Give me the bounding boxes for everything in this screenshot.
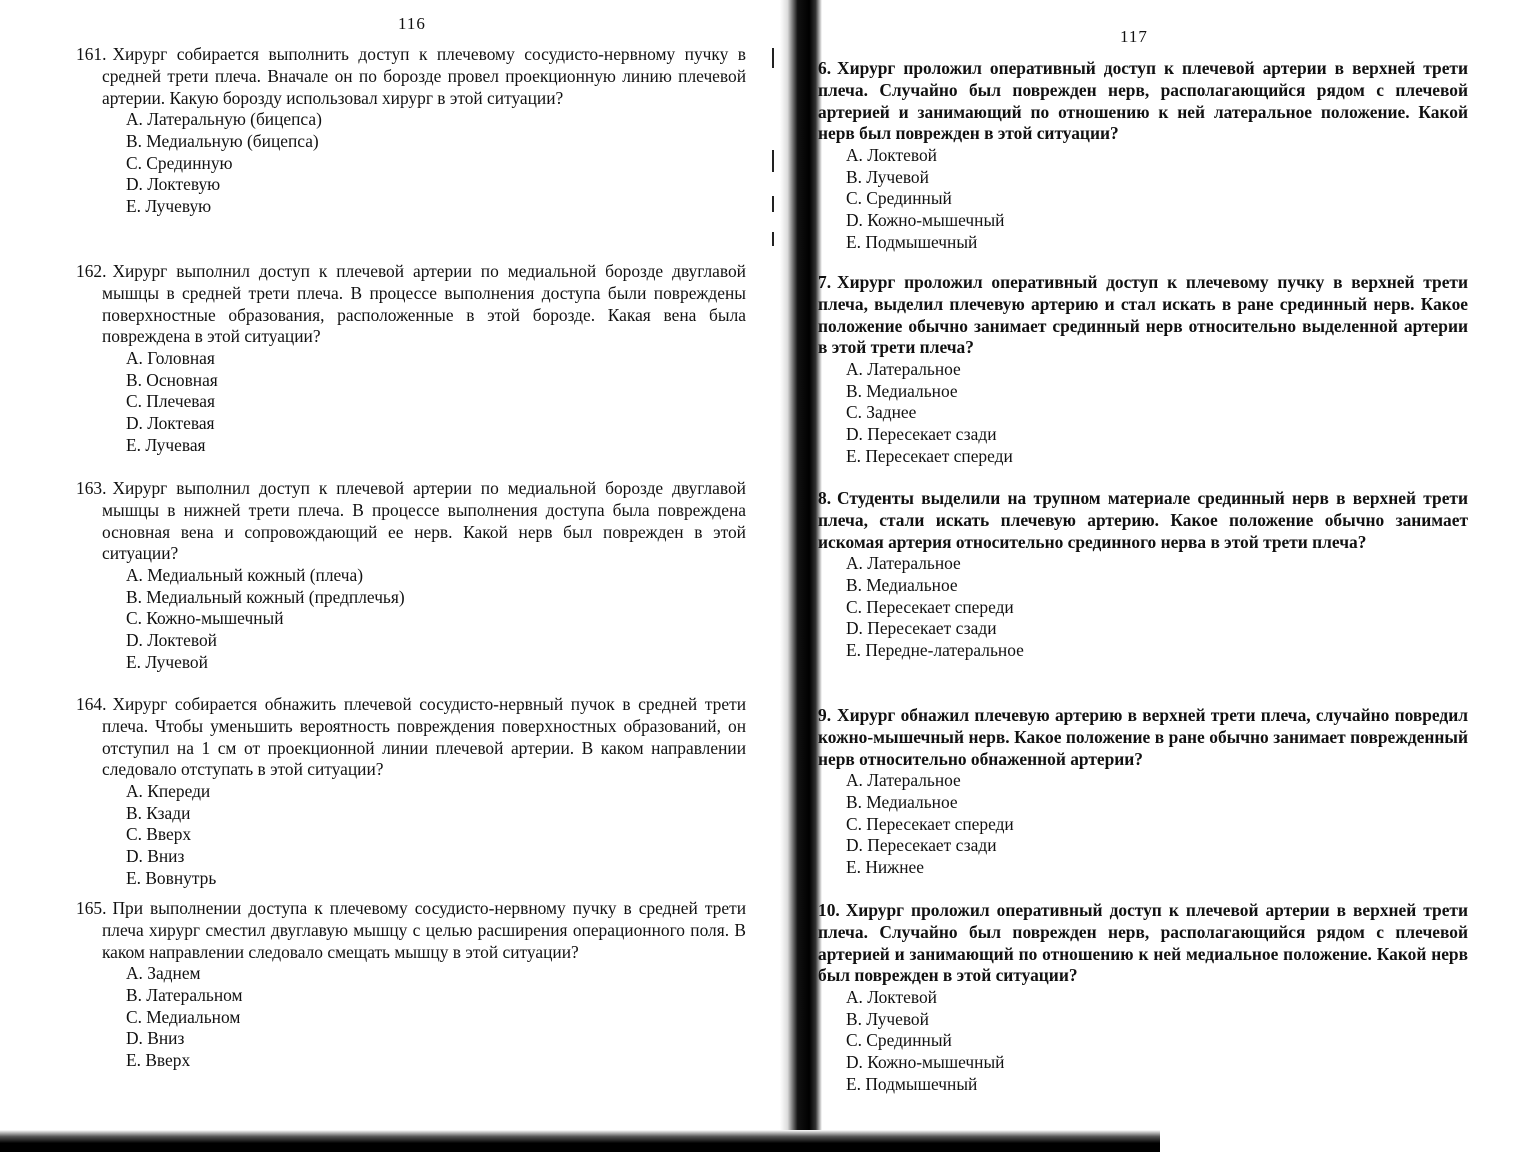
answer-option: A. Заднем [126, 963, 201, 984]
page-number: 117 [1120, 27, 1148, 46]
answer-options [76, 963, 746, 1071]
answer-options [76, 565, 746, 673]
scan-mark [772, 48, 774, 68]
question-number: 161. [76, 44, 107, 64]
page-number: 116 [398, 14, 426, 33]
answer-option: B. Лучевой [846, 166, 929, 187]
question-text: 8. Студенты выделили на трупном материале срединный нерв в верхней трети плеча, стали искать плечевую артерию. Какое положение обычно занимает искомая артерия относительно срединного нерва в этой трети плеча? [818, 488, 1468, 552]
question-text: 6. Хирург проложил оперативный доступ к плечевой артерии в верхней трети плеча. Случайно был поврежден нерв, располагающийся рядом с плечевой артерией и занимающий по отношению к ней латеральное положение. Какой нерв был поврежден в этой ситуации? [818, 58, 1468, 144]
answer-options [76, 109, 746, 217]
answer-option: D. Локтевую [126, 174, 221, 195]
answer-option: B. Медиальное [846, 380, 958, 401]
question-number: 162. [76, 261, 107, 281]
answer-option: B. Медиальную (бицепса) [126, 130, 319, 151]
answer-option: B. Основная [126, 369, 218, 390]
question-9 [818, 705, 1468, 878]
scan-mark [772, 232, 774, 246]
answer-options [818, 145, 1468, 253]
answer-option: E. Пересекает спереди [846, 445, 1013, 466]
answer-option: C. Пересекает спереди [846, 596, 1014, 617]
question-165 [76, 898, 746, 1071]
question-text: 10. Хирург проложил оперативный доступ к плечевой артерии в верхней трети плеча. Случайно был поврежден нерв, располагающийся рядом с плечевой артерией и занимающий по отношению к ней медиальное положение. Какой нерв был поврежден в этой ситуации? [818, 900, 1468, 986]
answer-options [76, 781, 746, 889]
question-163 [76, 478, 746, 673]
question-number: 10. [818, 900, 840, 920]
page-bottom-shadow [0, 1130, 1160, 1152]
answer-option: A. Латеральное [846, 770, 961, 791]
answer-option: A. Локтевой [846, 987, 937, 1008]
answer-options [818, 770, 1468, 878]
answer-option: D. Кожно-мышечный [846, 209, 1005, 230]
question-number: 9. [818, 705, 832, 725]
answer-options [818, 359, 1468, 467]
answer-option: B. Медиальное [846, 574, 958, 595]
scan-mark [772, 150, 774, 172]
answer-option: A. Латеральное [846, 553, 961, 574]
answer-option: D. Локтевая [126, 412, 215, 433]
answer-option: D. Пересекает сзади [846, 423, 997, 444]
question-text: 163. Хирург выполнил доступ к плечевой артерии по медиальной борозде двуглавой мышцы в нижней трети плеча. В процессе выполнения доступа была повреждена основная вена и сопровождающий ее нерв. Какой нерв был поврежден в этой ситуации? [76, 478, 746, 564]
answer-option: E. Вверх [126, 1049, 191, 1070]
answer-option: C. Срединный [846, 188, 952, 209]
answer-option: E. Подмышечный [846, 231, 978, 252]
answer-option: A. Головная [126, 348, 215, 369]
answer-option: D. Вниз [126, 1028, 185, 1049]
question-text: 165. При выполнении доступа к плечевому сосудисто-нервному пучку в средней трети плеча хирург сместил двуглавую мышцу с целью расширения операционного поля. В каком направлении следовало смещать мышцу в этой ситуации? [76, 898, 746, 962]
answer-option: E. Подмышечный [846, 1073, 978, 1094]
question-164 [76, 694, 746, 889]
question-text: 9. Хирург обнажил плечевую артерию в верхней трети плеча, случайно повредил кожно-мышечный нерв. Какое положение в ране обычно занимает поврежденный нерв относительно обнаженной артерии? [818, 705, 1468, 769]
answer-option: C. Плечевая [126, 391, 215, 412]
answer-option: C. Заднее [846, 402, 917, 423]
question-text: 164. Хирург собирается обнажить плечевой сосудисто-нервный пучок в средней трети плеча. Чтобы уменьшить вероятность повреждения поверхностных образований, он отступил на 1 см от проекционной линии плечевой артерии. В каком направлении следовало отступать в этой ситуации? [76, 694, 746, 780]
answer-option: E. Передне-латеральное [846, 639, 1024, 660]
answer-option: D. Вниз [126, 845, 185, 866]
right-page [790, 0, 1518, 1152]
answer-option: B. Медиальный кожный (предплечья) [126, 586, 405, 607]
answer-option: B. Кзади [126, 802, 191, 823]
answer-option: E. Вовнутрь [126, 867, 217, 888]
answer-options [818, 553, 1468, 661]
answer-option: E. Лучевую [126, 195, 212, 216]
answer-option: C. Вверх [126, 824, 192, 845]
answer-option: E. Лучевая [126, 434, 206, 455]
question-number: 7. [818, 272, 832, 292]
answer-option: B. Латеральном [126, 984, 243, 1005]
question-number: 8. [818, 488, 832, 508]
question-7 [818, 272, 1468, 467]
answer-option: A. Локтевой [846, 145, 937, 166]
question-text: 161. Хирург собирается выполнить доступ к плечевому сосудисто-нервному пучку в средней трети плеча. Вначале он по борозде провел проекционную линию плечевой артерии. Какую борозду использовал хирург в этой ситуации? [76, 44, 746, 108]
answer-options [76, 348, 746, 456]
answer-option: C. Кожно-мышечный [126, 608, 284, 629]
question-10 [818, 900, 1468, 1095]
answer-option: D. Кожно-мышечный [846, 1051, 1005, 1072]
question-number: 165. [76, 898, 107, 918]
answer-option: C. Пересекает спереди [846, 813, 1014, 834]
question-text: 162. Хирург выполнил доступ к плечевой артерии по медиальной борозде двуглавой мышцы в средней трети плеча. В процессе выполнения доступа были повреждены поверхностные образования, расположенные в этой борозде. Какая вена была повреждена в этой ситуации? [76, 261, 746, 347]
question-text: 7. Хирург проложил оперативный доступ к плечевому пучку в верхней трети плеча, выделил плечевую артерию и стал искать в ране срединный нерв. Какое положение обычно занимает срединный нерв относительно выделенной артерии в этой трети плеча? [818, 272, 1468, 358]
question-6 [818, 58, 1468, 253]
answer-option: B. Лучевой [846, 1008, 929, 1029]
answer-option: C. Срединный [846, 1030, 952, 1051]
answer-option: A. Медиальный кожный (плеча) [126, 565, 364, 586]
answer-option: D. Локтевой [126, 629, 217, 650]
scan-mark [772, 196, 774, 212]
answer-option: D. Пересекает сзади [846, 618, 997, 639]
question-number: 164. [76, 694, 107, 714]
question-8 [818, 488, 1468, 661]
question-161 [76, 44, 746, 217]
question-number: 163. [76, 478, 107, 498]
answer-option: A. Кпереди [126, 781, 211, 802]
question-number: 6. [818, 58, 832, 78]
answer-option: D. Пересекает сзади [846, 835, 997, 856]
answer-option: C. Срединную [126, 152, 233, 173]
question-162 [76, 261, 746, 456]
answer-option: A. Латеральное [846, 359, 961, 380]
answer-option: E. Лучевой [126, 651, 208, 672]
answer-option: B. Медиальное [846, 791, 958, 812]
answer-option: E. Нижнее [846, 856, 924, 877]
answer-option: A. Латеральную (бицепса) [126, 109, 322, 130]
answer-options [818, 987, 1468, 1095]
answer-option: C. Медиальном [126, 1006, 241, 1027]
